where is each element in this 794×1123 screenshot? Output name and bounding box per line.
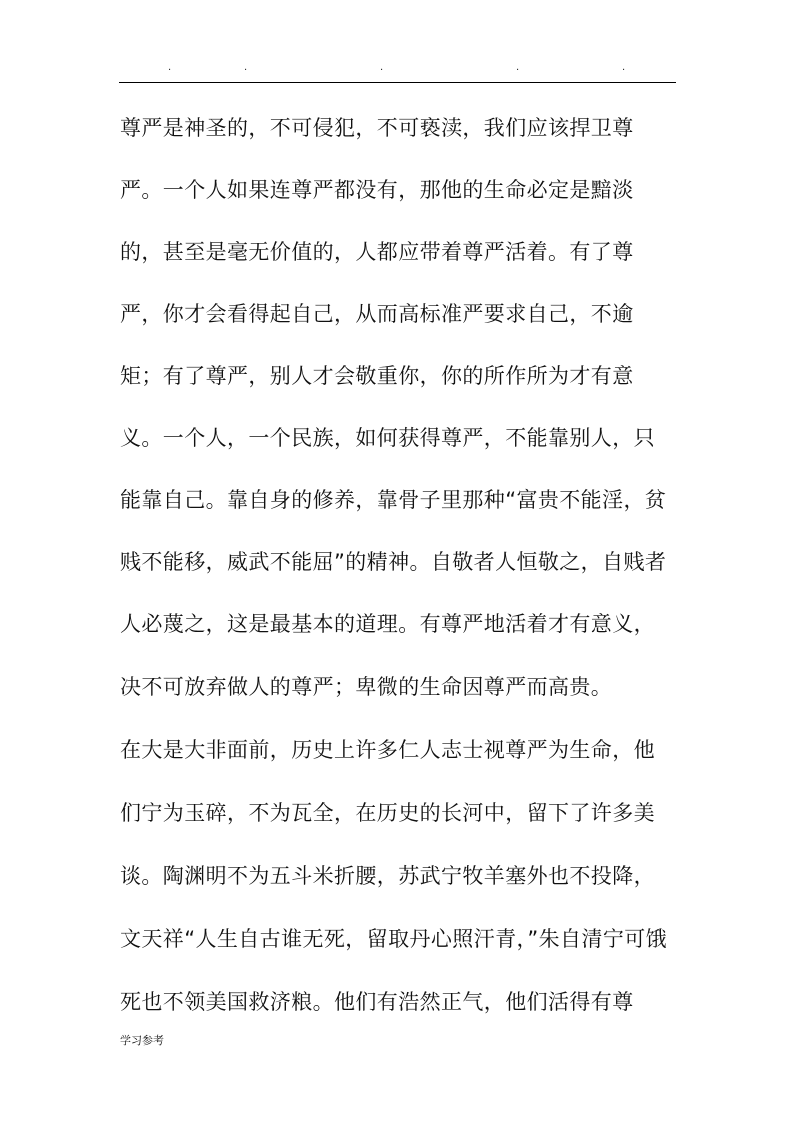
paragraph-line: 矩；有了尊严，别人才会敬重你，你的所作所为才有意: [120, 364, 634, 388]
paragraph-line: 义。一个人，一个民族，如何获得尊严，不能靠别人，只: [120, 426, 655, 450]
paragraph-line: 在大是大非面前，历史上许多仁人志士视尊严为生命，他: [120, 738, 655, 762]
header-dots: [0, 62, 794, 74]
paragraph-line: 的，甚至是毫无价值的，人都应带着尊严活着。有了尊: [120, 240, 634, 264]
header-rule: [119, 82, 676, 83]
paragraph-line: 严，你才会看得起自己，从而高标准严要求自己，不逾: [120, 302, 634, 326]
paragraph-line: 文天祥“人生自古谁无死，留取丹心照汗青，”朱自清宁可饿: [120, 927, 668, 951]
paragraph-line: 决不可放弃做人的尊严；卑微的生命因尊严而高贵。: [120, 675, 613, 699]
paragraph-line: 谈。陶渊明不为五斗米折腰，苏武宁牧羊塞外也不投降，: [120, 864, 655, 888]
paragraph-line: 严。一个人如果连尊严都没有，那他的生命必定是黯淡: [120, 178, 634, 202]
footer-label: 学习参考: [120, 1034, 164, 1047]
header-dot: .: [168, 62, 172, 73]
paragraph-line: 死也不领美国救济粮。他们有浩然正气，他们活得有尊: [120, 990, 634, 1014]
paragraph-line: 人必蔑之，这是最基本的道理。有尊严地活着才有意义，: [120, 612, 655, 636]
header-dot: .: [622, 62, 626, 73]
paragraph-line: 尊严是神圣的，不可侵犯，不可亵渎，我们应该捍卫尊: [120, 116, 634, 140]
header-dot: .: [380, 62, 384, 73]
paragraph-line: 能靠自己。靠自身的修养，靠骨子里那种“富贵不能淫，贫: [120, 488, 667, 512]
header-dot: .: [244, 62, 248, 73]
paragraph-line: 们宁为玉碎，不为瓦全，在历史的长河中，留下了许多美: [120, 801, 655, 825]
paragraph-line: 贱不能移，威武不能屈”的精神。自敬者人恒敬之，自贱者: [120, 550, 667, 574]
header-dot: .: [516, 62, 520, 73]
